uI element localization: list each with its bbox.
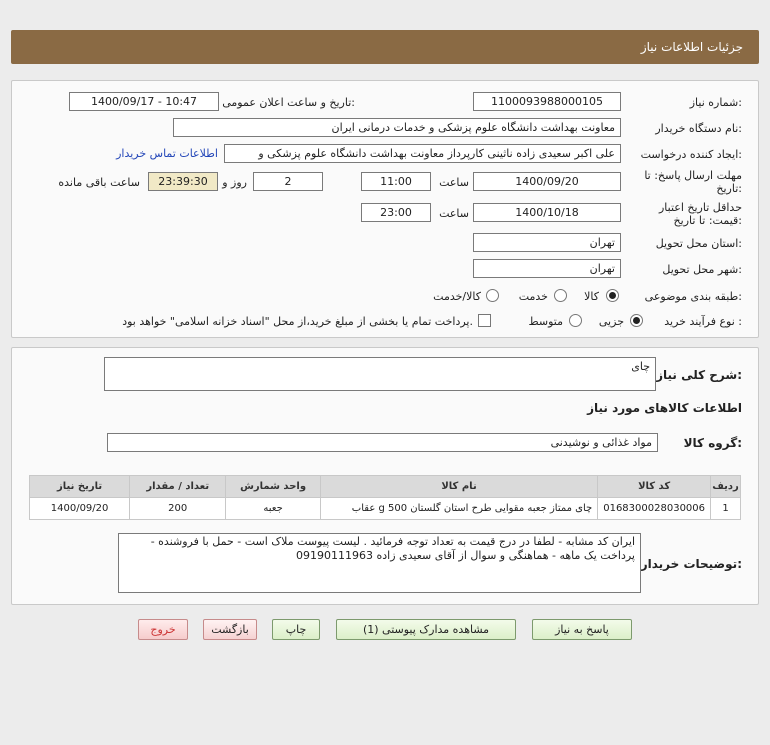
remaining-label: ساعت باقی مانده — [58, 176, 140, 189]
validity-date-field: 1400/10/18 — [473, 203, 621, 222]
deadline-label-1: مهلت ارسال پاسخ: تا — [644, 169, 742, 182]
cell-unit: جعبه — [226, 498, 321, 520]
goods-info-title: اطلاعات کالاهای مورد نیاز — [587, 401, 742, 415]
validity-label-2: قیمت: تا تاریخ: — [673, 214, 742, 227]
summary-label: شرح کلی نیاز: — [656, 368, 742, 382]
announce-label: تاریخ و ساعت اعلان عمومی: — [222, 96, 355, 109]
city-label: شهر محل تحویل: — [662, 263, 742, 276]
deadline-label-2: تاریخ: — [716, 182, 742, 195]
deadline-time-field: 11:00 — [361, 172, 431, 191]
process-radio-medium[interactable] — [569, 314, 582, 327]
requester-label: ایجاد کننده درخواست: — [640, 148, 742, 161]
goods-table — [29, 475, 741, 520]
col-row: ردیف — [711, 476, 741, 498]
back-button[interactable]: بازگشت — [203, 619, 257, 640]
validity-time-field: 23:00 — [361, 203, 431, 222]
process-option-minor: جزیی — [598, 315, 624, 328]
buyer-notes-label: توضیحات خریدار: — [640, 557, 742, 571]
page-title: جزئیات اطلاعات نیاز — [640, 40, 743, 54]
buyer-org-field: معاونت بهداشت دانشگاه علوم پزشکی و خدمات درمانی ایران — [173, 118, 621, 137]
category-option-service: خدمت — [518, 290, 548, 303]
cell-name: چای ممتاز جعبه مقوایی طرح استان گلستان 500 g عقاب — [320, 498, 597, 520]
process-label: نوع فرآیند خرید : — [664, 315, 742, 328]
table-row — [30, 498, 741, 520]
need-number-field: 1100093988000105 — [473, 92, 621, 111]
category-option-goods: کالا — [584, 290, 599, 303]
category-radio-service[interactable] — [554, 289, 567, 302]
cell-qty: 200 — [130, 498, 226, 520]
days-label: روز و — [222, 176, 247, 189]
treasury-note: پرداخت تمام یا بخشی از مبلغ خرید،از محل "اسناد خزانه اسلامی" خواهد بود. — [122, 315, 473, 328]
print-button[interactable]: چاپ — [272, 619, 320, 640]
validity-label-1: حداقل تاریخ اعتبار — [658, 201, 742, 214]
category-radio-goods[interactable] — [606, 289, 619, 302]
days-field: 2 — [253, 172, 323, 191]
treasury-checkbox[interactable] — [478, 314, 491, 327]
buyer-notes-field: ایران کد مشابه - لطفا در درج قیمت به تعداد توجه فرمائید . لیست پیوست ملاک است - حمل با فروشنده - پرداخت یک ماهه - هماهنگی و سوال از آقای سعیدی زاده 09190111963 — [118, 533, 641, 593]
goods-group-field: مواد غذائی و نوشیدنی — [107, 433, 658, 452]
province-field: تهران — [473, 233, 621, 252]
process-radio-minor[interactable] — [630, 314, 643, 327]
category-option-goods-service: کالا/خدمت — [433, 290, 481, 303]
validity-time-label: ساعت — [439, 207, 469, 220]
exit-button[interactable]: خروج — [138, 619, 188, 640]
contact-buyer-link[interactable]: اطلاعات تماس خریدار — [116, 147, 218, 160]
buyer-org-label: نام دستگاه خریدار: — [655, 122, 742, 135]
page-header — [11, 30, 759, 64]
category-label: طبقه بندی موضوعی: — [644, 290, 742, 303]
remaining-time-field: 23:39:30 — [148, 172, 218, 191]
reply-button[interactable]: پاسخ به نیاز — [532, 619, 632, 640]
need-number-label: شماره نیاز: — [689, 96, 742, 109]
city-field: تهران — [473, 259, 621, 278]
cell-row: 1 — [711, 498, 741, 520]
deadline-time-label: ساعت — [439, 176, 469, 189]
col-date: تاریخ نیاز — [30, 476, 130, 498]
summary-field: چای — [104, 357, 656, 391]
announce-field: 1400/09/17 - 10:47 — [69, 92, 219, 111]
goods-group-label: گروه کالا: — [683, 436, 742, 450]
requester-field: علی اکبر سعیدی زاده ناثینی کارپرداز معاونت بهداشت دانشگاه علوم پزشکی و — [224, 144, 621, 163]
attachments-button[interactable]: مشاهده مدارک پیوستی (1) — [336, 619, 516, 640]
col-code: کد کالا — [598, 476, 711, 498]
deadline-date-field: 1400/09/20 — [473, 172, 621, 191]
col-name: نام کالا — [320, 476, 597, 498]
process-option-medium: متوسط — [528, 315, 563, 328]
cell-code: 0168300028030006 — [598, 498, 711, 520]
cell-date: 1400/09/20 — [30, 498, 130, 520]
col-qty: تعداد / مقدار — [130, 476, 226, 498]
category-radio-goods-service[interactable] — [486, 289, 499, 302]
province-label: استان محل تحویل: — [655, 237, 742, 250]
col-unit: واحد شمارش — [226, 476, 321, 498]
